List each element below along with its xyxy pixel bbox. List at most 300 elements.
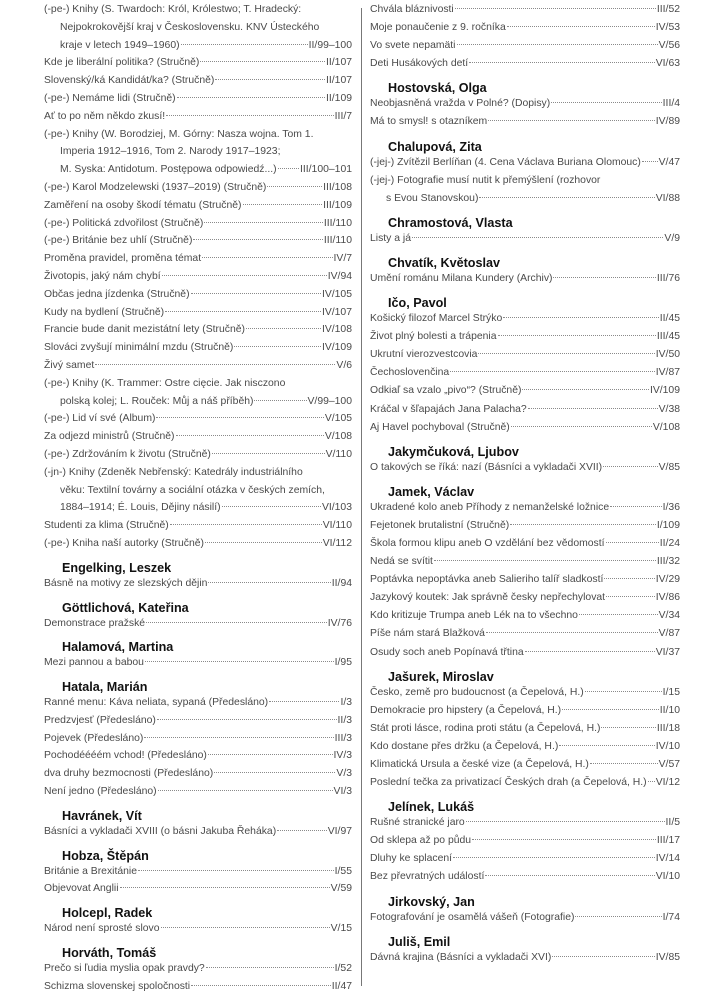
entry-title: Stát proti lásce, rodina proti státu (a Čepelová, H.)	[370, 722, 601, 734]
entry-title: Čechoslovenčina	[370, 367, 450, 379]
index-entry	[44, 730, 352, 748]
page-reference: IV/85	[655, 951, 680, 963]
dot-leader	[234, 346, 321, 347]
page-reference: III/110	[323, 235, 352, 247]
index-entry	[44, 126, 352, 179]
dot-leader	[457, 44, 658, 45]
dot-leader	[193, 239, 322, 240]
index-entry	[370, 172, 680, 208]
entry-title-line: (-pe-) Knihy (W. Borodziej, M. Górny: Nasza wojna. Tom 1.	[44, 128, 314, 140]
page-reference: II/107	[326, 57, 352, 69]
page-reference: II/10	[659, 704, 680, 716]
index-entry	[370, 535, 680, 553]
dot-leader	[610, 506, 662, 507]
index-entry	[44, 464, 352, 517]
entry-title: Bez převratných událostí	[370, 871, 485, 883]
page-reference: IV/107	[321, 306, 352, 318]
entry-title: Osudy soch aneb Popínavá třtina	[370, 646, 524, 658]
entry-title: Poslední tečka za privatizací Českých drah (a Čepelová, H.)	[370, 777, 647, 789]
entry-title: Odkiaľ sa vzalo „pivo“? (Stručně)	[370, 385, 522, 397]
page-reference: III/4	[662, 98, 680, 110]
entry-title: Mezi pannou a babou	[44, 657, 144, 669]
dot-leader	[575, 916, 661, 917]
page-reference: VI/37	[655, 646, 680, 658]
entry-title: Píše nám stará Blažková	[370, 628, 485, 640]
index-entry	[44, 712, 352, 730]
author-heading: Chvatík, Květoslav	[388, 255, 500, 270]
dot-leader	[488, 120, 655, 121]
page-reference: IV/109	[649, 385, 680, 397]
entry-title: Od sklepa až po půdu	[370, 835, 472, 847]
page-reference: V/108	[324, 431, 352, 443]
page-reference: III/100–101	[300, 164, 352, 176]
page-reference: VI/12	[655, 777, 680, 789]
index-entry	[44, 517, 352, 535]
dot-leader	[551, 102, 661, 103]
index-entry	[370, 382, 680, 400]
index-entry	[370, 328, 680, 346]
entry-title: Poptávka nepoptávka aneb Salieriho talíř sladkostí	[370, 574, 604, 586]
dot-leader	[165, 311, 321, 312]
index-entry	[44, 747, 352, 765]
author-heading: Juliš, Emil	[388, 934, 451, 949]
entry-title: Životopis, jaký nám chybí	[44, 270, 161, 282]
entry-title: Studenti za klima (Stručně)	[44, 520, 169, 532]
entry-title: Pojevek (Předesláno)	[44, 732, 144, 744]
page-reference: V/105	[324, 413, 352, 425]
page-reference: V/34	[658, 610, 680, 622]
index-entry	[44, 920, 352, 938]
entry-title: Ranné menu: Káva neliata, sypaná (Předesláno)	[44, 697, 269, 709]
entry-title: Deti Husákových detí	[370, 58, 469, 70]
author-heading: Göttlichová, Kateřina	[62, 600, 189, 615]
index-entry	[44, 410, 352, 428]
dot-leader	[455, 8, 656, 9]
page-reference: V/38	[658, 403, 680, 415]
column-divider	[361, 8, 362, 986]
index-entry	[44, 54, 352, 72]
entry-title: Aj Havel pochyboval (Stručně)	[370, 421, 510, 433]
index-entry	[44, 428, 352, 446]
dot-leader	[486, 632, 658, 633]
dot-leader	[269, 701, 339, 702]
page-reference: V/108	[652, 421, 680, 433]
dot-leader	[559, 745, 654, 746]
entry-title-line: (-jej-) Fotografie musí nutit k přemýšlení (rozhovor	[370, 174, 601, 186]
entry-title: Kudy na bydlení (Stručně)	[44, 306, 165, 318]
entry-title: (-pe-) Politická zdvořilost (Stručně)	[44, 217, 204, 229]
index-entry	[370, 270, 680, 288]
entry-title: Pochodéééém vchod! (Předesláno)	[44, 750, 207, 762]
dot-leader	[503, 317, 659, 318]
entry-title: Básníci a vykladači XVIII (o básni Jakuba Řeháka)	[44, 825, 277, 837]
author-heading: Hobza, Štěpán	[62, 848, 149, 863]
index-column-right	[370, 1, 680, 967]
index-entry	[44, 765, 352, 783]
index-entry	[44, 250, 352, 268]
entry-title: Neobjasněná vražda v Polné? (Dopisy)	[370, 98, 551, 110]
dot-leader	[162, 275, 327, 276]
index-entry	[370, 571, 680, 589]
dot-leader	[138, 870, 334, 871]
author-heading: Hatala, Marián	[62, 680, 148, 695]
index-entry	[44, 90, 352, 108]
page-reference: II/109	[326, 92, 352, 104]
entry-title: Umění románu Milana Kundery (Archiv)	[370, 272, 553, 284]
index-entry	[370, 37, 680, 55]
index-entry	[370, 1, 680, 19]
entry-title: O takových se říká: nazí (Básníci a vykladači XVII)	[370, 461, 603, 473]
dot-leader	[202, 257, 332, 258]
page-reference: III/109	[323, 199, 352, 211]
index-entry	[370, 774, 680, 792]
page-reference: IV/87	[655, 367, 680, 379]
index-entry	[44, 232, 352, 250]
index-entry	[370, 459, 680, 477]
index-entry	[370, 625, 680, 643]
entry-title: polską kolej; L. Rouček: Můj a náš příběh)	[60, 395, 254, 407]
entry-title: Vo svete nepamäti	[370, 40, 456, 52]
index-entry	[370, 814, 680, 832]
dot-leader	[277, 830, 327, 831]
page-reference: VI/97	[327, 825, 352, 837]
dot-leader	[466, 821, 665, 822]
dot-leader	[478, 353, 654, 354]
index-entry	[44, 978, 352, 996]
index-entry	[370, 364, 680, 382]
index-entry	[44, 823, 352, 841]
index-entry	[44, 880, 352, 898]
dot-leader	[243, 204, 323, 205]
index-entry	[44, 304, 352, 322]
page-reference: V/56	[658, 40, 680, 52]
entry-title: Proměna pravidel, proměna témat	[44, 253, 202, 265]
page-reference: II/107	[326, 75, 352, 87]
dot-leader	[562, 709, 659, 710]
index-entry	[44, 215, 352, 233]
index-entry	[370, 644, 680, 662]
entry-title: Demokracie pro hipstery (a Čepelová, H.)	[370, 704, 562, 716]
author-heading: Jirkovský, Jan	[388, 894, 475, 909]
index-entry	[44, 694, 352, 712]
page-reference: I/52	[334, 963, 352, 975]
entry-title: Kdo kritizuje Trumpa aneb Lék na to všechno	[370, 610, 578, 622]
entry-title-line: (-pe-) Knihy (S. Twardoch: Król, Królestwo; T. Hradecký:	[44, 4, 302, 15]
dot-leader	[156, 417, 323, 418]
entry-title: Rušné stranické jaro	[370, 817, 465, 829]
author-heading: Horváth, Tomáš	[62, 946, 157, 961]
entry-title: (-pe-) Británie bez uhlí (Stručně)	[44, 235, 193, 247]
entry-title: Chvála bláznivosti	[370, 4, 454, 15]
entry-title: Kde je liberální politika? (Stručně)	[44, 57, 200, 69]
entry-title-line: (-pe-) Knihy (K. Trammer: Ostre cięcie. Jak nisczono	[44, 377, 286, 389]
page-reference: I/109	[656, 519, 680, 531]
index-entry	[370, 401, 680, 419]
page-reference: VI/110	[322, 520, 352, 532]
page-reference: IV/109	[321, 342, 352, 354]
author-heading: Jelínek, Lukáš	[388, 800, 475, 815]
entry-title: (-pe-) Kniha naší autorky (Stručně)	[44, 537, 204, 549]
index-entry	[370, 154, 680, 172]
page-reference: IV/89	[655, 116, 680, 128]
dot-leader	[450, 371, 655, 372]
dot-leader	[145, 661, 334, 662]
page-reference: IV/108	[321, 324, 352, 336]
dot-leader	[176, 435, 324, 436]
dot-leader	[212, 453, 325, 454]
index-entry	[370, 720, 680, 738]
page-reference: II/94	[331, 577, 352, 589]
index-entry	[370, 702, 680, 720]
dot-leader	[603, 466, 657, 467]
index-entry	[44, 339, 352, 357]
entry-title: s Evou Stanovskou)	[386, 192, 479, 204]
page-reference: VI/103	[321, 502, 352, 514]
index-entry	[44, 286, 352, 304]
index-entry	[370, 95, 680, 113]
entry-title: (-pe-) Nemáme lidi (Stručně)	[44, 92, 176, 104]
dot-leader	[579, 614, 658, 615]
page-reference: IV/14	[655, 853, 680, 865]
entry-title: Francie bude danit mezistátní lety (Stručně)	[44, 324, 245, 336]
page-reference: II/45	[659, 313, 680, 325]
dot-leader	[510, 524, 656, 525]
entry-title: kraje v letech 1949–1960)	[60, 39, 180, 51]
dot-leader	[158, 790, 333, 791]
entry-title: Listy a já	[370, 232, 412, 244]
index-entry	[44, 357, 352, 375]
page-reference: V/85	[658, 461, 680, 473]
dot-leader	[144, 737, 333, 738]
author-heading: Havránek, Vít	[62, 808, 142, 823]
page-reference: IV/10	[655, 740, 680, 752]
page-reference: I/95	[334, 657, 352, 669]
entry-title: Ukradené kolo aneb Příhody z nemanželské ložnice	[370, 501, 610, 513]
page-reference: IV/94	[327, 270, 352, 282]
entry-title: Fotografování je osamělá vášeň (Fotografie)	[370, 911, 575, 923]
entry-title: (-pe-) Karol Modzelewski (1937–2019) (Stručně)	[44, 181, 267, 193]
page-reference: III/108	[323, 181, 352, 193]
index-entry	[370, 517, 680, 535]
page-reference: VI/112	[322, 537, 352, 549]
index-entry	[44, 375, 352, 411]
dot-leader	[120, 887, 330, 888]
entry-title: M. Syska: Antidotum. Postępowa odpowiedź...)	[60, 164, 277, 176]
page-reference: III/76	[656, 272, 680, 284]
entry-title: Demonstrace pražské	[44, 617, 146, 629]
dot-leader	[528, 408, 658, 409]
dot-leader	[278, 168, 299, 169]
entry-title: Není jedno (Předesláno)	[44, 786, 157, 798]
entry-title: Zaměření na osoby škodí tématu (Stručně)	[44, 199, 242, 211]
dot-leader	[206, 967, 334, 968]
author-heading: Chramostová, Vlasta	[388, 215, 513, 230]
dot-leader	[507, 26, 655, 27]
dot-leader	[498, 335, 656, 336]
entry-title: Česko, země pro budoucnost (a Čepelová, H.)	[370, 686, 584, 698]
page-reference: V/110	[325, 448, 352, 460]
page-reference: III/17	[656, 835, 680, 847]
dot-leader	[246, 328, 321, 329]
entry-title: (-pe-) Zdržováním k životu (Stručně)	[44, 448, 211, 460]
page-reference: III/7	[334, 110, 352, 122]
page-reference: II/24	[659, 537, 680, 549]
dot-leader	[208, 582, 330, 583]
entry-title: Schizma slovenskej spoločnosti	[44, 980, 191, 992]
entry-title: Británie a Brexitánie	[44, 865, 137, 877]
index-entry	[44, 268, 352, 286]
dot-leader	[642, 161, 658, 162]
index-entry	[370, 553, 680, 571]
index-entry	[370, 346, 680, 364]
entry-title: Ukrutní vierozvestcovia	[370, 349, 478, 361]
dot-leader	[215, 79, 325, 80]
index-entry	[44, 535, 352, 553]
index-entry	[370, 419, 680, 437]
author-heading: Jamek, Václav	[388, 484, 475, 499]
dot-leader	[157, 719, 337, 720]
index-entry	[44, 321, 352, 339]
index-entry	[44, 1, 352, 54]
dot-leader	[601, 727, 655, 728]
index-column-left	[44, 1, 352, 996]
dot-leader	[552, 956, 654, 957]
dot-leader	[606, 542, 659, 543]
page-reference: III/3	[334, 732, 352, 744]
index-entry	[370, 949, 680, 967]
index-entry	[370, 589, 680, 607]
index-entry	[370, 868, 680, 886]
page-reference: II/47	[331, 980, 352, 992]
page-reference: I/55	[334, 865, 352, 877]
author-heading: Engelking, Leszek	[62, 560, 172, 575]
page-reference: II/5	[665, 817, 680, 829]
index-entry	[370, 113, 680, 131]
dot-leader	[412, 237, 663, 238]
page-reference: V/3	[336, 768, 352, 780]
page-reference: VI/3	[333, 786, 352, 798]
page-reference: VI/10	[655, 871, 680, 883]
entry-title: Dluhy ke splacení	[370, 853, 453, 865]
dot-leader	[485, 875, 654, 876]
dot-leader	[205, 542, 322, 543]
entry-title: Národ není sprosté slovo	[44, 923, 160, 935]
index-entry	[44, 783, 352, 801]
author-heading: Chalupová, Zita	[388, 139, 482, 154]
page-reference: IV/7	[333, 253, 352, 265]
entry-title: Klimatická Ursula a české vize (a Čepelová, H.)	[370, 759, 589, 770]
entry-title: Škola formou klipu aneb O vzdělání bez vědomostí	[370, 537, 605, 549]
author-heading: Halamová, Martina	[62, 640, 174, 655]
entry-title: Básně na motivy ze slezských dějin	[44, 577, 208, 589]
entry-title: Slováci zvyšují minimální mzdu (Stručně)	[44, 342, 234, 354]
index-entry	[44, 615, 352, 633]
author-heading: Jašurek, Miroslav	[388, 669, 494, 684]
index-entry	[44, 960, 352, 978]
dot-leader	[200, 61, 325, 62]
index-entry	[44, 108, 352, 126]
page-reference: V/59	[330, 883, 352, 895]
entry-title: Má to smysl! s otazníkem	[370, 116, 488, 128]
index-entry	[370, 684, 680, 702]
index-entry	[44, 446, 352, 464]
index-entry	[370, 607, 680, 625]
page-reference: VI/88	[655, 192, 680, 204]
dot-leader	[553, 277, 655, 278]
author-heading: Holcepl, Radek	[62, 906, 153, 921]
page-reference: V/47	[658, 156, 680, 168]
entry-title: Fejetonek brutalistní (Stručně)	[370, 519, 510, 531]
page-reference: V/57	[658, 759, 680, 770]
dot-leader	[161, 927, 330, 928]
dot-leader	[525, 651, 655, 652]
dot-leader	[222, 506, 321, 507]
author-heading: Ičo, Pavol	[388, 296, 447, 311]
index-entry	[370, 738, 680, 756]
entry-title-line: (-jn-) Knihy (Zdeněk Nebřenský: Katedrály industriálního	[44, 466, 303, 478]
author-heading: Hostovská, Olga	[388, 81, 487, 96]
index-entry	[370, 756, 680, 774]
dot-leader	[453, 857, 655, 858]
dot-leader	[146, 622, 327, 623]
index-entry	[44, 863, 352, 881]
dot-leader	[191, 293, 321, 294]
dot-leader	[604, 578, 654, 579]
dot-leader	[177, 97, 325, 98]
page-reference: I/36	[662, 501, 680, 513]
entry-title: (-jej-) Zvítězil Berlíňan (4. Cena Václava Buriana Olomouc)	[370, 156, 641, 168]
entry-title: (-pe-) Lid ví své (Album)	[44, 413, 156, 425]
page-reference: II/99–100	[308, 39, 352, 51]
dot-leader	[606, 596, 655, 597]
index-entry	[370, 19, 680, 37]
page-reference: IV/53	[655, 22, 680, 34]
entry-title: Košický filozof Marcel Strýko	[370, 313, 503, 325]
page-reference: I/3	[340, 697, 352, 709]
page-reference: III/110	[323, 217, 352, 229]
page-reference: IV/86	[655, 592, 680, 604]
page-reference: IV/105	[321, 288, 352, 300]
dot-leader	[479, 197, 654, 198]
entry-title: Nedá se svítit	[370, 556, 433, 568]
dot-leader	[434, 560, 656, 561]
page-reference: V/9	[664, 232, 680, 244]
page-reference: IV/76	[327, 617, 352, 629]
page-reference: III/52	[656, 4, 680, 15]
page-reference: IV/29	[655, 574, 680, 586]
dot-leader	[590, 763, 658, 764]
page-reference: VI/63	[655, 58, 680, 70]
entry-title: 1884–1914; É. Louis, Dějiny násilí)	[60, 502, 221, 514]
entry-title: Objevovat Anglii	[44, 883, 119, 895]
index-entry	[44, 654, 352, 672]
page-reference: IV/3	[333, 750, 352, 762]
dot-leader	[166, 115, 334, 116]
dot-leader	[214, 772, 335, 773]
entry-title: Za odjezd ministrů (Stručně)	[44, 431, 175, 443]
entry-title: Kdo dostane přes držku (a Čepelová, H.)	[370, 740, 559, 752]
index-entry	[370, 499, 680, 517]
dot-leader	[522, 389, 649, 390]
dot-leader	[267, 186, 322, 187]
dot-leader	[511, 426, 652, 427]
dot-leader	[181, 44, 308, 45]
page-reference: V/15	[330, 923, 352, 935]
dot-leader	[469, 62, 655, 63]
author-heading: Jakymčuková, Ljubov	[388, 444, 519, 459]
page-reference: V/99–100	[307, 395, 352, 407]
entry-title: Život plný bolesti a trápenia	[370, 331, 497, 343]
